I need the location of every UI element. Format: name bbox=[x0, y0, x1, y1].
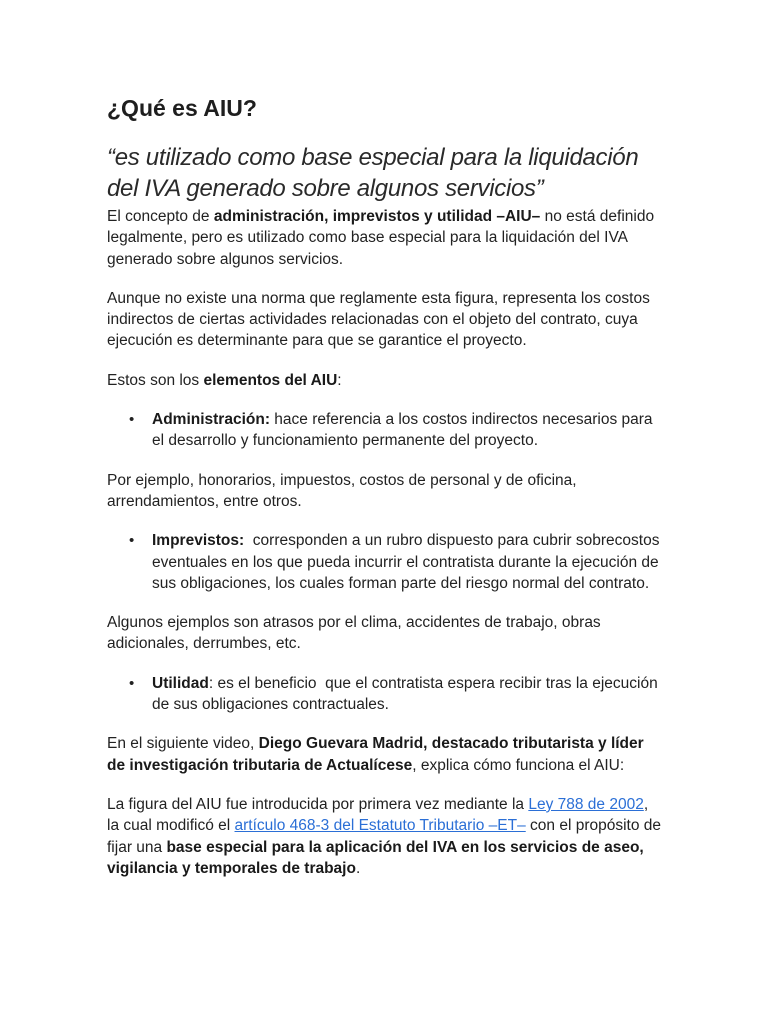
text: no está definido legalmente, pero es utilizado como base especial para la liquidación del IVA generado sobre algunos servicios. bbox=[107, 208, 655, 268]
section-heading: ¿Qué es AIU? bbox=[107, 95, 257, 121]
bullet-icon: • bbox=[129, 674, 135, 692]
list-item bbox=[107, 673, 663, 716]
paragraph-aiu-definition bbox=[107, 206, 663, 270]
link-articulo-468-3[interactable]: artículo 468-3 del Estatuto Tributario –ET– bbox=[234, 817, 526, 835]
bold-text: Imprevistos: bbox=[152, 532, 245, 550]
list-utilidad bbox=[107, 673, 663, 716]
bold-text: base especial para la aplicación del IVA en los servicios de aseo, vigilancia y temporales de trabajo bbox=[107, 838, 644, 877]
bold-text: elementos del AIU bbox=[203, 371, 338, 389]
paragraph-legal-origin bbox=[107, 794, 663, 879]
bold-text: administración, imprevistos y utilidad –AIU– bbox=[213, 208, 541, 225]
text: La figura del AIU fue introducida por primera vez mediante la bbox=[107, 795, 529, 813]
text: Estos son los bbox=[107, 371, 204, 389]
link-ley-788[interactable]: Ley 788 de 2002 bbox=[528, 795, 644, 813]
list-imprevistos bbox=[107, 530, 663, 594]
paragraph-video-intro bbox=[107, 733, 663, 776]
bullet-icon: • bbox=[129, 411, 135, 429]
text: , explica cómo funciona el AIU: bbox=[412, 756, 625, 774]
bold-text: Utilidad bbox=[152, 674, 209, 692]
list-administracion bbox=[107, 409, 663, 452]
pull-quote: “es utilizado como base especial para la liquidación del IVA generado sobre algunos servicios” bbox=[107, 144, 639, 202]
list-item bbox=[107, 409, 663, 452]
paragraph-example-admin: Por ejemplo, honorarios, impuestos, costos de personal y de oficina, arrendamientos, entre otros. bbox=[107, 471, 577, 510]
paragraph-elements-intro bbox=[107, 370, 663, 391]
list-item bbox=[107, 530, 663, 594]
text: En el siguiente video, bbox=[107, 735, 259, 753]
bullet-icon: • bbox=[129, 532, 135, 550]
bold-text: Diego Guevara Madrid, destacado tributarista y líder de investigación tributaria de Actualícese bbox=[107, 735, 644, 774]
bold-text: Administración: bbox=[152, 411, 270, 429]
text: hace referencia a los costos indirectos necesarios para el desarrollo y funcionamiento permanente del proyecto. bbox=[152, 411, 653, 450]
text: El concepto de bbox=[107, 208, 214, 225]
text: con el propósito de fijar una bbox=[107, 817, 662, 856]
text: , la cual modificó el bbox=[107, 795, 649, 835]
text: : bbox=[337, 371, 342, 389]
text: : es el beneficio que el contratista espera recibir tras la ejecución de sus obligaciones contractuales. bbox=[152, 674, 663, 714]
text: corresponden a un rubro dispuesto para cubrir sobrecostos eventuales en los que pueda incurrir el contratista durante la ejecución de sus obligaciones, los cuales forman parte del riesgo normal del contrato. bbox=[152, 532, 664, 592]
paragraph-example-imprevistos: Algunos ejemplos son atrasos por el clima, accidentes de trabajo, obras adicionales, derrumbes, etc. bbox=[107, 614, 601, 653]
paragraph-indirect-costs: Aunque no existe una norma que reglamente esta figura, representa los costos indirectos de ciertas actividades relacionadas con el objeto del contrato, cuya ejecución es determinante para que se garantice el proyecto. bbox=[107, 289, 650, 350]
article bbox=[107, 92, 663, 879]
text: . bbox=[355, 859, 361, 877]
